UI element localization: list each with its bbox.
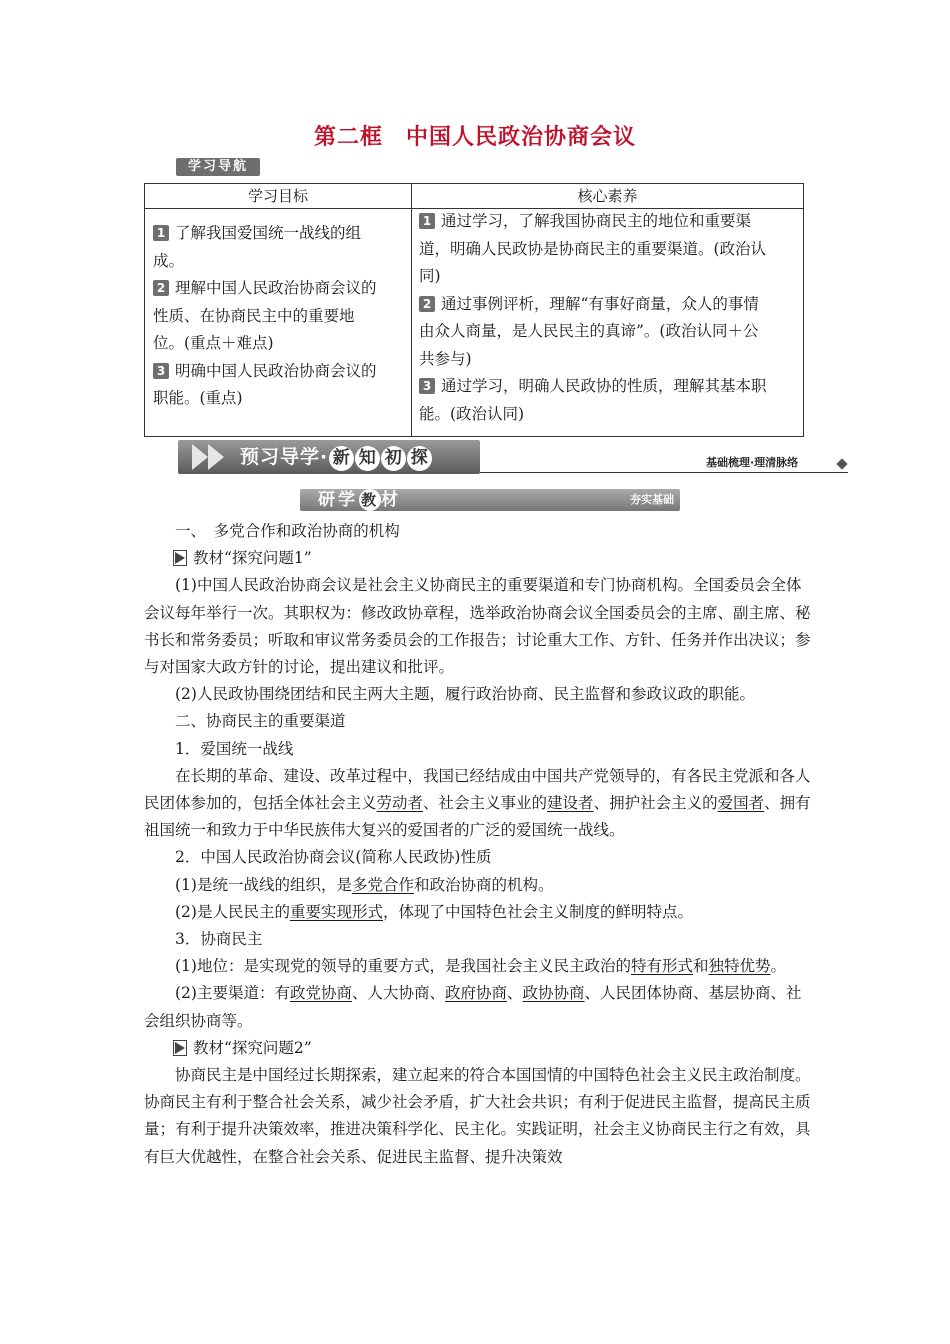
goal-item: 1 了解我国爱国统一战线的组 成。 (153, 224, 362, 270)
literacy-item: 2 通过事例评析，理解“有事好商量，众人的事情 由众人商量，是人民民主的真谛”。(政治认同＋公 共参与) (419, 294, 759, 368)
question-label: 教材“探究问题2” (144, 1035, 812, 1062)
paragraph: 协商民主是中国经过长期探索，建立起来的符合本国国情的中国特色社会主义民主政治制度。协商民主有利于整合社会关系，减少社会矛盾，扩大社会共识；有利于促进民主监督，提高民主质量；有利于提升决策效率，推进决策科学化、民主化。实践证明，社会主义协商民主行之有效，具有巨大优越性，在整合社会关系、促进民主监督、提升决策效 (144, 1066, 811, 1166)
chevron-right-icon (192, 444, 208, 470)
banner-subtitle: 基础梳理·理清脉络 (706, 456, 799, 469)
preview-banner (178, 440, 480, 474)
question-label: 教材“探究问题1” (144, 545, 812, 572)
paragraph: (2)是人民民主的重要实现形式，体现了中国特色社会主义制度的鲜明特点。 (175, 902, 693, 921)
goal-item: 3 明确中国人民政治协商会议的 职能。(重点) (153, 361, 377, 407)
goals-table (144, 183, 804, 437)
table-divider (411, 184, 412, 436)
section-heading: 二、协商民主的重要渠道 (175, 712, 346, 731)
paragraph: 在长期的革命、建设、改革过程中，我国已经结成由中国共产党领导的，有各民主党派和各人民团体参加的，包括全体社会主义劳动者、社会主义事业的建设者、拥护社会主义的爱国者、拥有祖国统一和致力于中华民族伟大复兴的爱国者的广泛的爱国统一战线。 (144, 766, 811, 840)
paragraph: (2)主要渠道：有政党协商、人大协商、政府协商、政协协商、人民团体协商、基层协商、社会组织协商等。 (144, 984, 802, 1030)
page-title: 第二框 中国人民政治协商会议 (313, 124, 636, 150)
paragraph: (1)是统一战线的组织，是多党合作和政治协商的机构。 (175, 875, 554, 894)
subsection-heading: 3．协商民主 (175, 930, 263, 949)
goals-header-right: 核心素养 (412, 184, 803, 209)
play-icon (175, 1042, 185, 1054)
literacy-item: 3 通过学习，明确人民政协的性质，理解其基本职 能。(政治认同) (419, 377, 767, 423)
subsection-heading: 1．爱国统一战线 (175, 739, 294, 758)
study-bar-subtitle: 夯实基础 (630, 493, 674, 506)
diamond-icon (836, 458, 847, 469)
study-bar-title: 研学 教 材 (318, 490, 401, 510)
goal-item: 2 理解中国人民政治协商会议的 性质、在协商民主中的重要地 位。(重点＋难点) (153, 279, 377, 352)
content-body (144, 518, 812, 1171)
goals-right-cell (419, 208, 801, 428)
play-icon (175, 552, 185, 564)
study-nav-tag: 学习导航 (176, 158, 260, 176)
literacy-item: 1 通过学习，了解我国协商民主的地位和重要渠 道，明确人民政协是协商民主的重要渠道。(政治认 同) (419, 212, 767, 285)
section-heading: 一、 多党合作和政治协商的机构 (175, 522, 400, 540)
goals-header-left: 学习目标 (145, 184, 411, 209)
goals-left-cell (153, 220, 407, 413)
paragraph: (1)地位：是实现党的领导的重要方式，是我国社会主义民主政治的特有形式和独特优势。 (175, 957, 787, 976)
chevron-right-icon (208, 444, 224, 470)
paragraph: (1)中国人民政治协商会议是社会主义协商民主的重要渠道和专门协商机构。全国委员会全体会议每年举行一次。其职权为：修改政协章程，选举政治协商会议全国委员会的主席、副主席、秘书长和常务委员；听取和审议常务委员会的工作报告；讨论重大工作、方针、任务并作出决议；参与对国家大政方针的讨论，提出建议和批评。 (144, 576, 811, 677)
paragraph: (2)人民政协围绕团结和民主两大主题，履行政治协商、民主监督和参政议政的职能。 (175, 685, 755, 704)
study-bar (300, 489, 680, 511)
banner-title: 预习导学· 新 知 初 探 (240, 440, 432, 474)
subsection-heading: 2．中国人民政治协商会议(简称人民政协)性质 (175, 848, 492, 867)
banner-rule (480, 472, 848, 473)
